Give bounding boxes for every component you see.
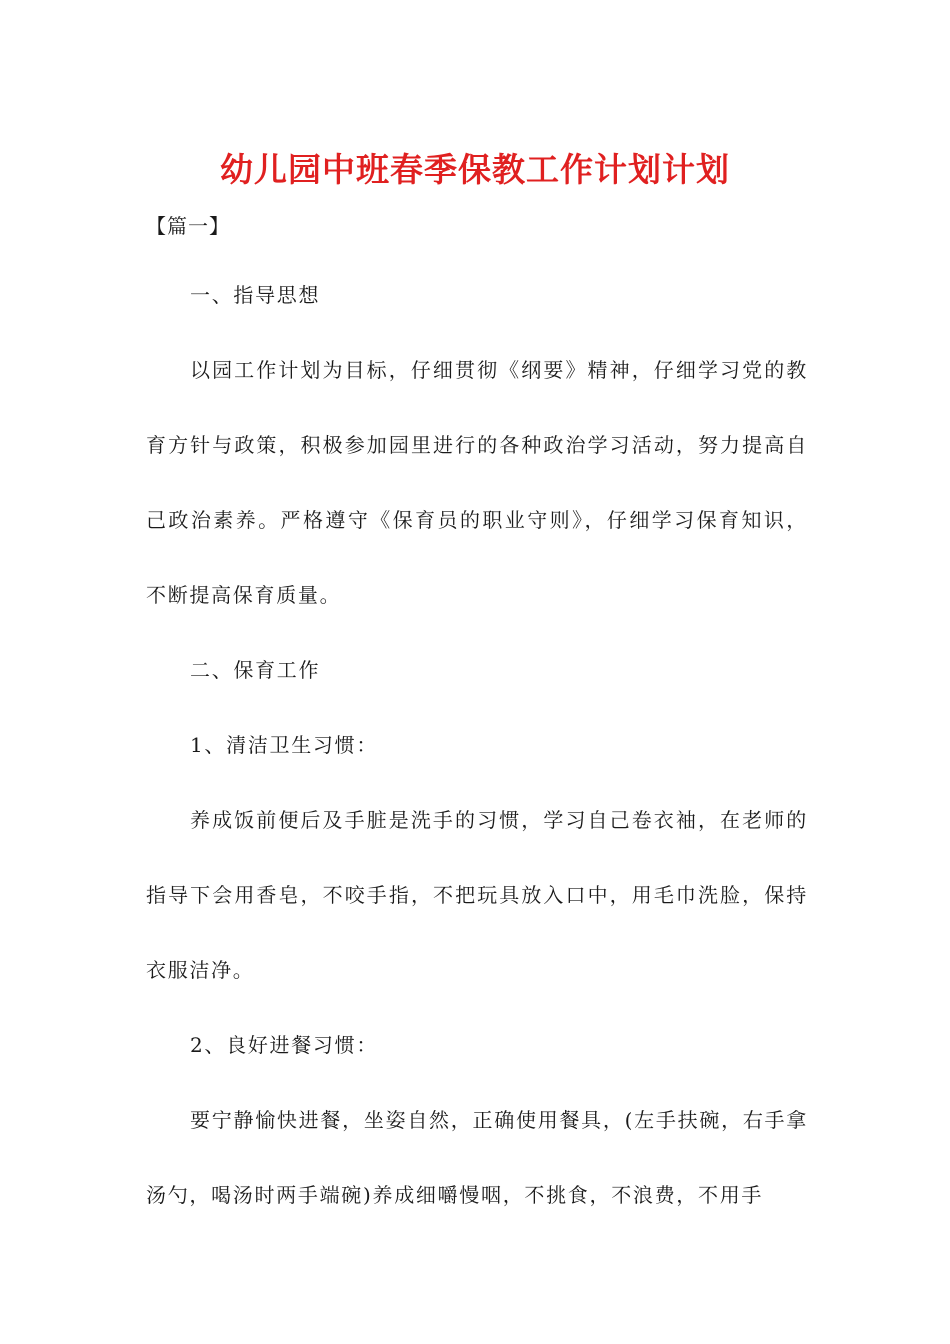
- subheading-hygiene-habits: 1、清洁卫生习惯：: [190, 733, 379, 757]
- heading-guiding-thought: 一、指导思想: [190, 283, 321, 307]
- subheading-eating-habits: 2、良好进餐习惯：: [190, 1033, 379, 1057]
- section-tag: 【篇一】: [146, 214, 230, 238]
- paragraph-eating-habits: 要宁静愉快进餐，坐姿自然，正确使用餐具，(左手扶碗，右手拿汤勺，喝汤时两手端碗)养成细嚼慢咽，不挑食，不浪费，不用手: [146, 1108, 808, 1207]
- document-body: [146, 258, 808, 1233]
- paragraph-hygiene-habits: 养成饭前便后及手脏是洗手的习惯，学习自己卷衣袖，在老师的指导下会用香皂，不咬手指，不把玩具放入口中，用毛巾洗脸，保持衣服洁净。: [146, 808, 808, 982]
- document-title: 幼儿园中班春季保教工作计划计划: [220, 150, 730, 189]
- paragraph-guiding-thought: 以园工作计划为目标，仔细贯彻《纲要》精神，仔细学习党的教育方针与政策，积极参加园里进行的各种政治学习活动，努力提高自己政治素养。严格遵守《保育员的职业守则》，仔细学习保育知识，不断提高保育质量。: [146, 358, 808, 607]
- heading-care-work: 二、保育工作: [190, 658, 321, 682]
